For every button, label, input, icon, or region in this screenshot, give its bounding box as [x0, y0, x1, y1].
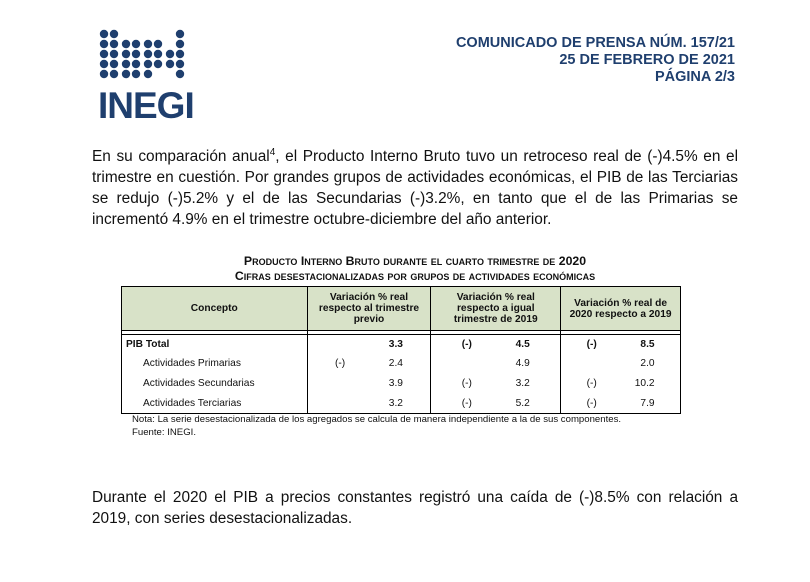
table-row: PIB Total 3.3 (-) 4.5 (-) 8.5 [122, 335, 681, 354]
table-note [132, 413, 621, 439]
table-row: Actividades Primarias (-) 2.4 4.9 2.0 [122, 353, 681, 373]
logo-dots-icon [98, 28, 190, 86]
table-title: Producto Interno Bruto durante el cuarto trimestre de 2020 [243, 254, 587, 268]
header-concept: Concepto [122, 287, 308, 331]
intro-paragraph: En su comparación anual$^4$, el Producto Interno Bruto tuvo un retroceso real de (-)4.5% en el trimestre en cuestión. Por grandes grupos de actividades económicas, el PIB de las Terciarias se redujo (-)5.2% y el de las Secundarias (-)3.2%, en tanto que el de las Primarias se incrementó 4.9% en el trimestre octubre-diciembre del año anterior. [92, 146, 738, 228]
header-quarterly-change: Variación % real respecto al trimestre previo [307, 287, 431, 331]
footnote-marker: 4 [269, 146, 276, 158]
header-year-change: Variación % real de 2020 respecto a 2019 [561, 287, 681, 331]
table-subtitle: Cifras desestacionalizadas por grupos de actividades económicas [234, 269, 596, 283]
logo-text: INEGI [98, 85, 194, 126]
table-row: Actividades Terciarias 3.2 (-) 5.2 (-) 7.9 [122, 393, 681, 414]
note-text: Nota: La serie desestacionalizada de los agregados se calcula de manera independiente a la de sus componentes. [132, 414, 622, 425]
inegi-logo [98, 28, 194, 126]
header-annual-change: Variación % real respecto a igual trimestre de 2019 [431, 287, 561, 331]
press-release-number: COMUNICADO DE PRENSA NÚM. 157/21 [455, 35, 735, 51]
table-row: Actividades Secundarias 3.9 (-) 3.2 (-) 10.2 [122, 373, 681, 393]
press-release-date: 25 DE FEBRERO DE 2021 [559, 52, 735, 68]
source-text: Fuente: INEGI. [132, 427, 196, 438]
gdp-table [121, 286, 681, 414]
closing-paragraph: Durante el 2020 el PIB a precios constantes registró una caída de (-)8.5% con relación a 2019, con series desestacionalizadas. [92, 489, 738, 527]
press-release-header [456, 35, 735, 86]
page-number: PÁGINA 2/3 [654, 69, 735, 85]
